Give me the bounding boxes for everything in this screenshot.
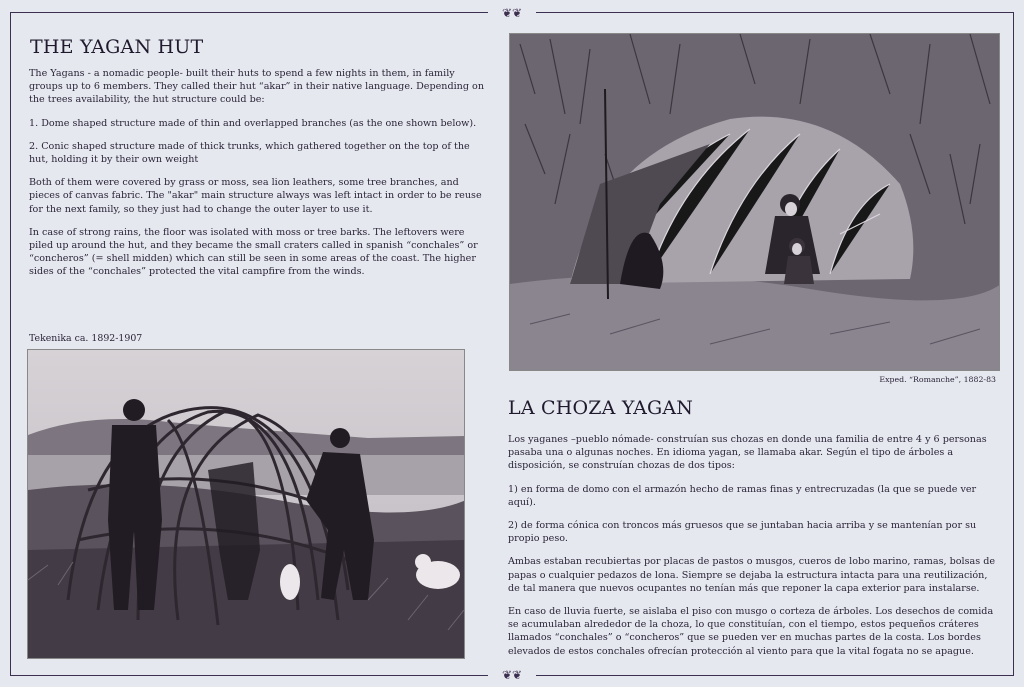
grass-hut-photo (509, 33, 1000, 371)
english-paragraph: 2. Conic shaped structure made of thick trunks, which gathered together on the top of the hut, holding it by their own weight (29, 140, 470, 166)
bottom-ornament-icon: ❦❦ (488, 667, 536, 683)
spanish-paragraph: Ambas estaban recubiertas por placas de pastos o musgos, cueros de lobo marino, ramas, bolsas de papas o cualquier pedazos de lona. Siempre se dejaba la estructura intacta para una reutilización, de tal manera que nuevos ocupantes no tenían más que reponer la capa exterior para instalarse. (508, 556, 996, 594)
english-title: THE YAGAN HUT (30, 36, 204, 58)
spanish-paragraph: Los yaganes –pueblo nómade- construían sus chozas en donde una familia de entre 4 y 6 personas pasaba una o algunas noches. En idioma yagan, se llamaba akar. Según el tipo de árboles a disposición, se construían chozas de dos tipos: (508, 434, 987, 472)
dome-hut-photo (27, 349, 465, 659)
english-paragraph: 1. Dome shaped structure made of thin and overlapped branches (as the one shown below). (29, 117, 477, 129)
english-paragraph: Both of them were covered by grass or moss, sea lion leathers, some tree branches, and pieces of canvas fabric. The "akar" main structure always was left intact in order to be reuse for the next family, so they just had to change the outer layer to use it. (29, 177, 482, 215)
spanish-title: LA CHOZA YAGAN (508, 397, 694, 419)
spanish-paragraph: En caso de lluvia fuerte, se aislaba el piso con musgo o corteza de árboles. Los desechos de comida se acumulaban alrededor de la choza, lo que constituían, con el tiempo, estos pequeños cráteres llamados “conchales” o “concheros” que se pueden ver en muchas partes de la costa. Los bordes elevados de estos conchales ofrecían protección al viento para que la vital fogata no se apague. (508, 606, 994, 657)
spanish-paragraph: 2) de forma cónica con troncos más gruesos que se juntaban hacia arriba y se mantenían por su propio peso. (508, 520, 977, 545)
left-photo-caption: Tekenika ca. 1892-1907 (29, 333, 143, 344)
english-paragraph: The Yagans - a nomadic people- built their huts to spend a few nights in them, in family groups up to 6 members. They called their hut “akar” in their native language. Depending on the trees availability, the hut structure could be: (29, 68, 485, 106)
spanish-paragraph: 1) en forma de domo con el armazón hecho de ramas finas y entrecruzadas (la que se puede ver aquí). (508, 483, 977, 508)
top-ornament-icon: ❦❦ (488, 5, 536, 21)
right-photo-caption: Exped. “Romanche”, 1882-83 (879, 375, 996, 384)
english-paragraph: In case of strong rains, the floor was isolated with moss or tree barks. The leftovers were piled up around the hut, and they became the small craters called in spanish “conchales” or “concheros” (= shell midden) which can still be seen in some areas of the coast. The higher sides of the “conchales” protected the vital campfire from the winds. (29, 226, 478, 278)
spanish-text (508, 433, 1000, 668)
english-text (29, 67, 487, 289)
